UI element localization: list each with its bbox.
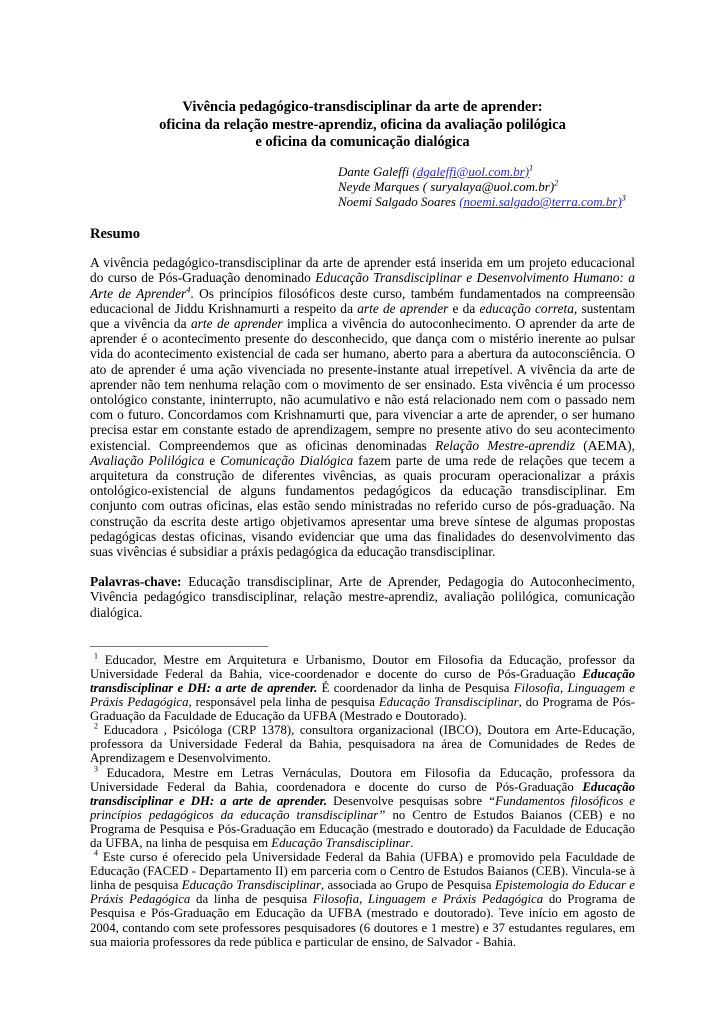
email-link[interactable]: (dgaleffi@uol.com.br) bbox=[412, 163, 530, 179]
text-run: Relação Mestre-aprendiz bbox=[435, 437, 575, 453]
paper-title-line-3: e oficina da comunicação dialógica bbox=[255, 134, 470, 150]
paper-title-line-1: Vivência pedagógico-transdisciplinar da arte de aprender: bbox=[182, 99, 543, 115]
text-run: Epistemologia do Educar e Práxis Pedagógica bbox=[90, 878, 635, 907]
text-run: (AEMA), bbox=[574, 437, 635, 453]
text-run: e bbox=[204, 452, 221, 468]
footnote-4 bbox=[90, 850, 635, 949]
text-run: A vivência pedagógico-transdisciplinar da arte de aprender está inserida em um projeto educacional do curso de Pós-Graduação denominado bbox=[90, 255, 635, 286]
text-run: da linha de pesquisa bbox=[190, 892, 313, 907]
footnote-3 bbox=[90, 766, 635, 851]
text-run: Palavras-chave: bbox=[90, 574, 182, 590]
footnote-2 bbox=[90, 723, 635, 765]
footnote-1 bbox=[90, 653, 635, 723]
text-run: implica a vivência do autoconhecimento. O aprender da arte de aprender é o acontecimento presente do desconhecido, que dança com o mistério inerente ao pulsar vida do acontecimento existencial de cada ser humano, aberto para a abertura da autoconsciência. O ato de aprender é uma ação vivenciada no presente-instante atual irrepetível. A vivência da arte de aprender não tem nenhuma relação com o movimento de ser ensinado. Esta vivência é um processo ontológico constante, ininterrupto, não acumulativo e não está relacionado nem com o passado nem com o futuro. Concordamos com Krishnamurti que, para vivenciar a arte de aprender, o ser humano precisa estar em constante estado de aprendizagem, sempre no presente ativo do seu acontecimento existencial. Compreendemos que as oficinas denominadas bbox=[90, 315, 635, 453]
text-run: Avaliação Polilógica bbox=[90, 452, 205, 468]
superscript-marker: 2 bbox=[94, 721, 98, 731]
text-run: Educação Transdisciplinar bbox=[181, 878, 321, 893]
superscript-marker: 3 bbox=[621, 193, 626, 203]
author-line-neyde-marques bbox=[338, 179, 635, 194]
text-run: . bbox=[410, 836, 414, 850]
paper-title bbox=[90, 99, 635, 152]
text-run: arte de aprender bbox=[357, 300, 449, 316]
superscript-marker: 2 bbox=[554, 178, 559, 188]
text-run: Educação transdisciplinar e DH: a arte de aprender. bbox=[90, 779, 635, 808]
superscript-marker: 1 bbox=[94, 651, 98, 661]
text-run: . Os princípios filosóficos deste curso, também fundamentados na compreensão educacional de Jiddu Krishnamurti a respeito da bbox=[90, 285, 635, 316]
author-line-noemi-salgado-soares bbox=[338, 194, 635, 209]
text-run: Educadora, Mestre em Letras Vernáculas, Doutora em Filosofia da Educação, professora da Universidade Federal da Bahia, coordenadora e docente do curso de Pós-Graduação bbox=[90, 765, 635, 794]
footnotes-section bbox=[90, 653, 635, 949]
text-run: fazem parte de uma rede de relações que tecem a arquitetura da construção de diferentes vivências, as quais procuram operacionalizar a práxis ontológico-existencial de alguns fundamentos pedagógicos da educação transdisciplinar. Em conjunto com outras oficinas, elas estão sendo ministradas no referido curso de pós-graduação. Na construção da escrita deste artigo objetivamos apresentar uma breve síntese de algumas propostas pedagógicas destas oficinas, visando evidenciar que uma das finalidades do desenvolvimento das suas vivências é subsidiar a práxis pedagógica da educação transdisciplinar. bbox=[90, 452, 636, 559]
text-run: Comunicação Dialógica bbox=[220, 452, 354, 468]
abstract-heading: Resumo bbox=[90, 226, 140, 243]
footnote-separator bbox=[90, 646, 268, 647]
text-run: Neyde Marques ( suryalaya@uol.com.br) bbox=[338, 178, 555, 194]
text-run: Filosofia, Linguagem e Práxis Pedagógica bbox=[312, 892, 544, 907]
text-run: Educação transdisciplinar, Arte de Aprender, Pedagogia do Autoconhecimento, Vivência pedagógico transdisciplinar, relação mestre-aprendiz, avaliação polilógica, comunicação dialógica. bbox=[90, 574, 635, 620]
text-run: Filosofia, Linguagem e Práxis Pedagógica bbox=[90, 680, 636, 710]
text-run: educação correta bbox=[479, 300, 574, 316]
text-run: Desenvolve pesquisas sobre bbox=[327, 793, 489, 808]
text-run: , do Programa de Pós-Graduação da Faculdade de Educação da UFBA (Mestrado e Doutorado). bbox=[90, 695, 635, 724]
paper-title-line-2: oficina da relação mestre-aprendiz, oficina da avaliação polilógica bbox=[159, 116, 566, 133]
text-run: Educação transdisciplinar e DH: a arte de aprender. bbox=[90, 666, 635, 695]
author-block bbox=[90, 164, 635, 210]
text-run: Educação Transdisciplinar bbox=[271, 836, 411, 850]
text-run: Dante Galeffi bbox=[338, 163, 413, 179]
text-run: Este curso é oferecido pela Universidade Federal da Bahia (UFBA) e promovido pela Faculdade de Educação (FACED - Departamento II) em parceria com o Centro de Estudos Baianos (CEB). Vincula-se à linha de pesquisa bbox=[90, 850, 635, 893]
text-run: e da bbox=[448, 300, 480, 316]
text-run: Educadora , Psicóloga (CRP 1378), consultora organizacional (IBCO), Doutora em Arte-Educação, professora da Universidade Federal da Bahia, pesquisadora na área de Comunidades de Redes de Aprendizagem e Desenvolvimento. bbox=[90, 723, 635, 766]
author-line-dante-galeffi bbox=[338, 164, 635, 179]
text-run: Educação Transdisciplinar bbox=[378, 695, 519, 710]
email-link[interactable]: (noemi.salgado@terra.com.br) bbox=[459, 193, 622, 209]
text-run: É coordenador da linha de Pesquisa bbox=[317, 680, 514, 695]
text-run: do Programa de Pesquisa e Pós-Graduação em Educação da UFBA (mestrado e doutorado). Teve início em agosto de 2004, contando com sete professores pesquisadores (6 doutores e 1 mestre) e 37 estudantes regulares, em sua maioria professores da rede pública e particular de ensino, de Salvador - Bahia. bbox=[90, 892, 636, 949]
superscript-marker: 3 bbox=[94, 764, 98, 774]
text-run: , sustentam que a vivência da bbox=[90, 300, 636, 331]
text-run: arte de aprender bbox=[190, 315, 283, 331]
text-run: no Centro de Estudos Baianos (CEB) e no Programa de Pesquisa e Pós-Graduação em Educação (mestrado e doutorado) da Faculdade de Educação da UFBA, na linha de pesquisa em bbox=[90, 807, 635, 850]
abstract-paragraph bbox=[90, 255, 635, 559]
superscript-marker: 4 bbox=[186, 285, 191, 295]
text-run: , responsável pela linha de pesquisa bbox=[188, 695, 379, 710]
text-run: Educação Transdisciplinar e Desenvolvimento Humano: a Arte de Aprender bbox=[90, 270, 635, 301]
keywords-paragraph bbox=[90, 574, 635, 620]
superscript-marker: 1 bbox=[529, 163, 534, 173]
text-run: , associada ao Grupo de Pesquisa bbox=[320, 878, 495, 893]
superscript-marker: 4 bbox=[94, 848, 98, 858]
text-run: “Fundamentos filosóficos e princípios pedagógicos da educação transdisciplinar” bbox=[90, 793, 635, 822]
text-run: Noemi Salgado Soares bbox=[338, 193, 460, 209]
text-run: Educador, Mestre em Arquitetura e Urbanismo, Doutor em Filosofia da Educação, professor da Universidade Federal da Bahia, vice-coordenador e docente do curso de Pós-Graduação bbox=[90, 652, 635, 681]
